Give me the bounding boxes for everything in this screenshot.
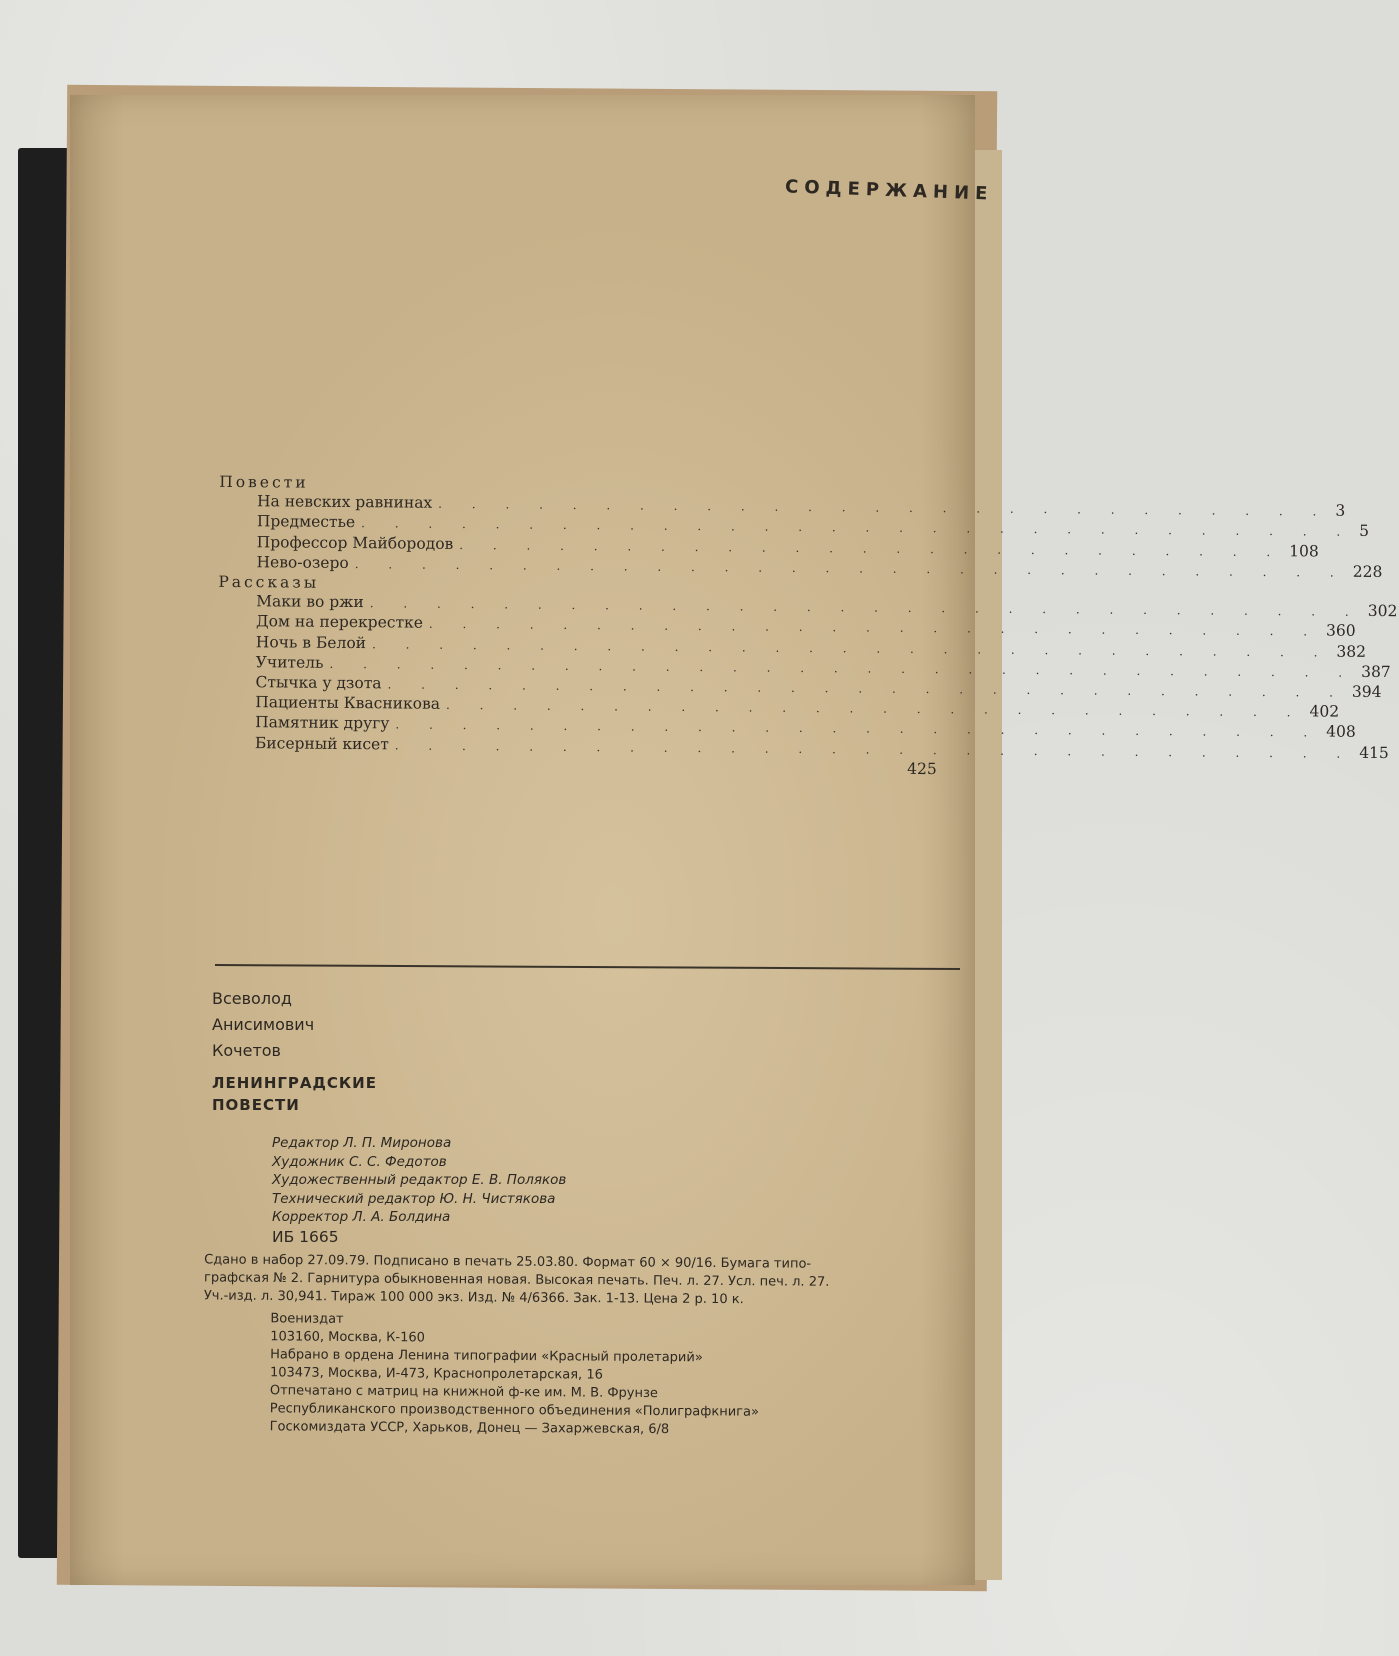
toc-entry-title: На невских равнинах [256, 492, 433, 512]
leader-dots: . . . . . . . . . . . . . . . . . . . . . . . . . . . . . [394, 738, 1354, 761]
book-title [212, 1072, 377, 1116]
credit-line: Корректор Л. А. Болдина [272, 1209, 451, 1225]
imprint-line: Уч.-изд. л. 30,941. Тираж 100 000 экз. Изд. № 4/6366. Зак. 1-13. Цена 2 р. 10 к. [203, 1288, 744, 1308]
toc-entry-page: 382 [1336, 642, 1367, 661]
printing-line: Госкомиздата УССР, Харьков, Донец — Захаржевская, 6/8 [269, 1419, 670, 1438]
table-of-contents [217, 472, 1398, 779]
toc-entry-page: 394 [1351, 682, 1382, 702]
credit-line: Технический редактор Ю. Н. Чистякова [272, 1190, 556, 1207]
toc-entry-title: Пациенты Квасникова [255, 693, 441, 714]
leader-dots: . . . . . . . . . . . . . . . . . . . . . . . . . . [445, 698, 1304, 720]
printing-line: Воениздат [270, 1311, 344, 1327]
toc-entry-page: 402 [1309, 702, 1340, 721]
toc-entry-page: 108 [1289, 541, 1319, 561]
toc-entry-page: 415 [1359, 743, 1389, 762]
printing-line: 103473, Москва, И-473, Краснопролетарская, 16 [269, 1365, 603, 1383]
toc-entry-page: 387 [1361, 662, 1391, 681]
leader-dots: . . . . . . . . . . . . . . . . . . . . . . . . . . . . . [387, 677, 1347, 700]
author-last-name: Кочетов [212, 1041, 281, 1060]
toc-entry-title: Нево-озеро [256, 553, 349, 572]
toc-entry-page: 228 [1352, 562, 1383, 581]
toc-entry-page: 5 [1359, 522, 1370, 541]
toc-entry-page: 425 [907, 759, 937, 778]
imprint-line: графская № 2. Гарнитура обыкновенная новая. Высокая печать. Печ. л. 27. Усл. печ. л. 27. [203, 1270, 830, 1290]
leader-dots: . . . . . . . . . . . . . . . . . . . . . . . . . . . . . . [354, 556, 1347, 580]
ib-number: ИБ 1665 [272, 1228, 339, 1246]
book-title-line: ПОВЕСТИ [212, 1096, 300, 1114]
leader-dots: . . . . . . . . . . . . . . . . . . . . . . . . . . . . . [371, 636, 1331, 660]
credit-line: Художественный редактор Е. В. Поляков [272, 1172, 567, 1188]
toc-entry-title: Памятник другу [255, 713, 390, 733]
imprint-line: Сдано в набор 27.09.79. Подписано в печать 25.03.80. Формат 60 × 90/16. Бумага типо- [204, 1252, 812, 1272]
leader-dots: . . . . . . . . . . . . . . . . . . . . . . . . . [459, 537, 1284, 559]
contents-heading: СОДЕРЖАНИЕ [784, 176, 994, 205]
credit-line: Редактор Л. П. Миронова [272, 1135, 452, 1151]
toc-entry-title: Стычка у дзота [255, 673, 382, 693]
toc-section-title: Повести [219, 472, 309, 492]
credit-line: Художник С. С. Федотов [272, 1153, 447, 1170]
toc-entry-page: 408 [1326, 722, 1356, 742]
toc-entry-page: 3 [1335, 501, 1346, 520]
printing-info [270, 1310, 760, 1439]
printing-line: Республиканского производственного объединения «Полиграфкнига» [269, 1401, 760, 1420]
leader-dots: . . . . . . . . . . . . . . . . . . . . . . . . . . . [428, 617, 1321, 639]
toc-entry-title: Бисерный кисет [254, 733, 389, 753]
toc-entry-title: Профессор Майбородов [256, 532, 454, 553]
toc-entry-title: Дом на перекрестке [255, 612, 424, 633]
imprint-block [204, 1251, 939, 1310]
book-title-line: ЛЕНИНГРАДСКИЕ [212, 1074, 377, 1092]
leader-dots: . . . . . . . . . . . . . . . . . . . . . . . . . . . . . . [361, 516, 1354, 540]
leader-dots: . . . . . . . . . . . . . . . . . . . . . . . . . . . . [395, 717, 1321, 740]
toc-entry-page: 302 [1367, 602, 1398, 621]
printing-line: 103160, Москва, К-160 [270, 1329, 425, 1346]
author-first-name: Всеволод [212, 989, 292, 1008]
toc-section-title: Рассказы [218, 572, 320, 592]
toc-entry-title: Ночь в Белой [255, 632, 367, 652]
printing-line: Отпечатано с матриц на книжной ф-ке им. М. В. Фрунзе [269, 1383, 658, 1402]
leader-dots: . . . . . . . . . . . . . . . . . . . . . . . . . . . . . . . [329, 656, 1356, 680]
author-patronymic: Анисимович [212, 1015, 315, 1034]
toc-entry-page: 360 [1326, 621, 1356, 641]
toc-entry-title: Предместье [256, 512, 356, 532]
leader-dots: . . . . . . . . . . . . . . . . . . . . . . . . . . . . . . [369, 596, 1362, 620]
printing-line: Набрано в ордена Ленина типографии «Красный пролетарий» [270, 1347, 703, 1366]
toc-entry-title: Маки во ржи [256, 592, 364, 612]
author-name [212, 986, 314, 1064]
credits-list [272, 1134, 566, 1227]
leader-dots: . . . . . . . . . . . . . . . . . . . . . . . . . . . [438, 496, 1330, 519]
toc-entry-title: Учитель [255, 653, 324, 672]
leader-dots [261, 768, 891, 773]
